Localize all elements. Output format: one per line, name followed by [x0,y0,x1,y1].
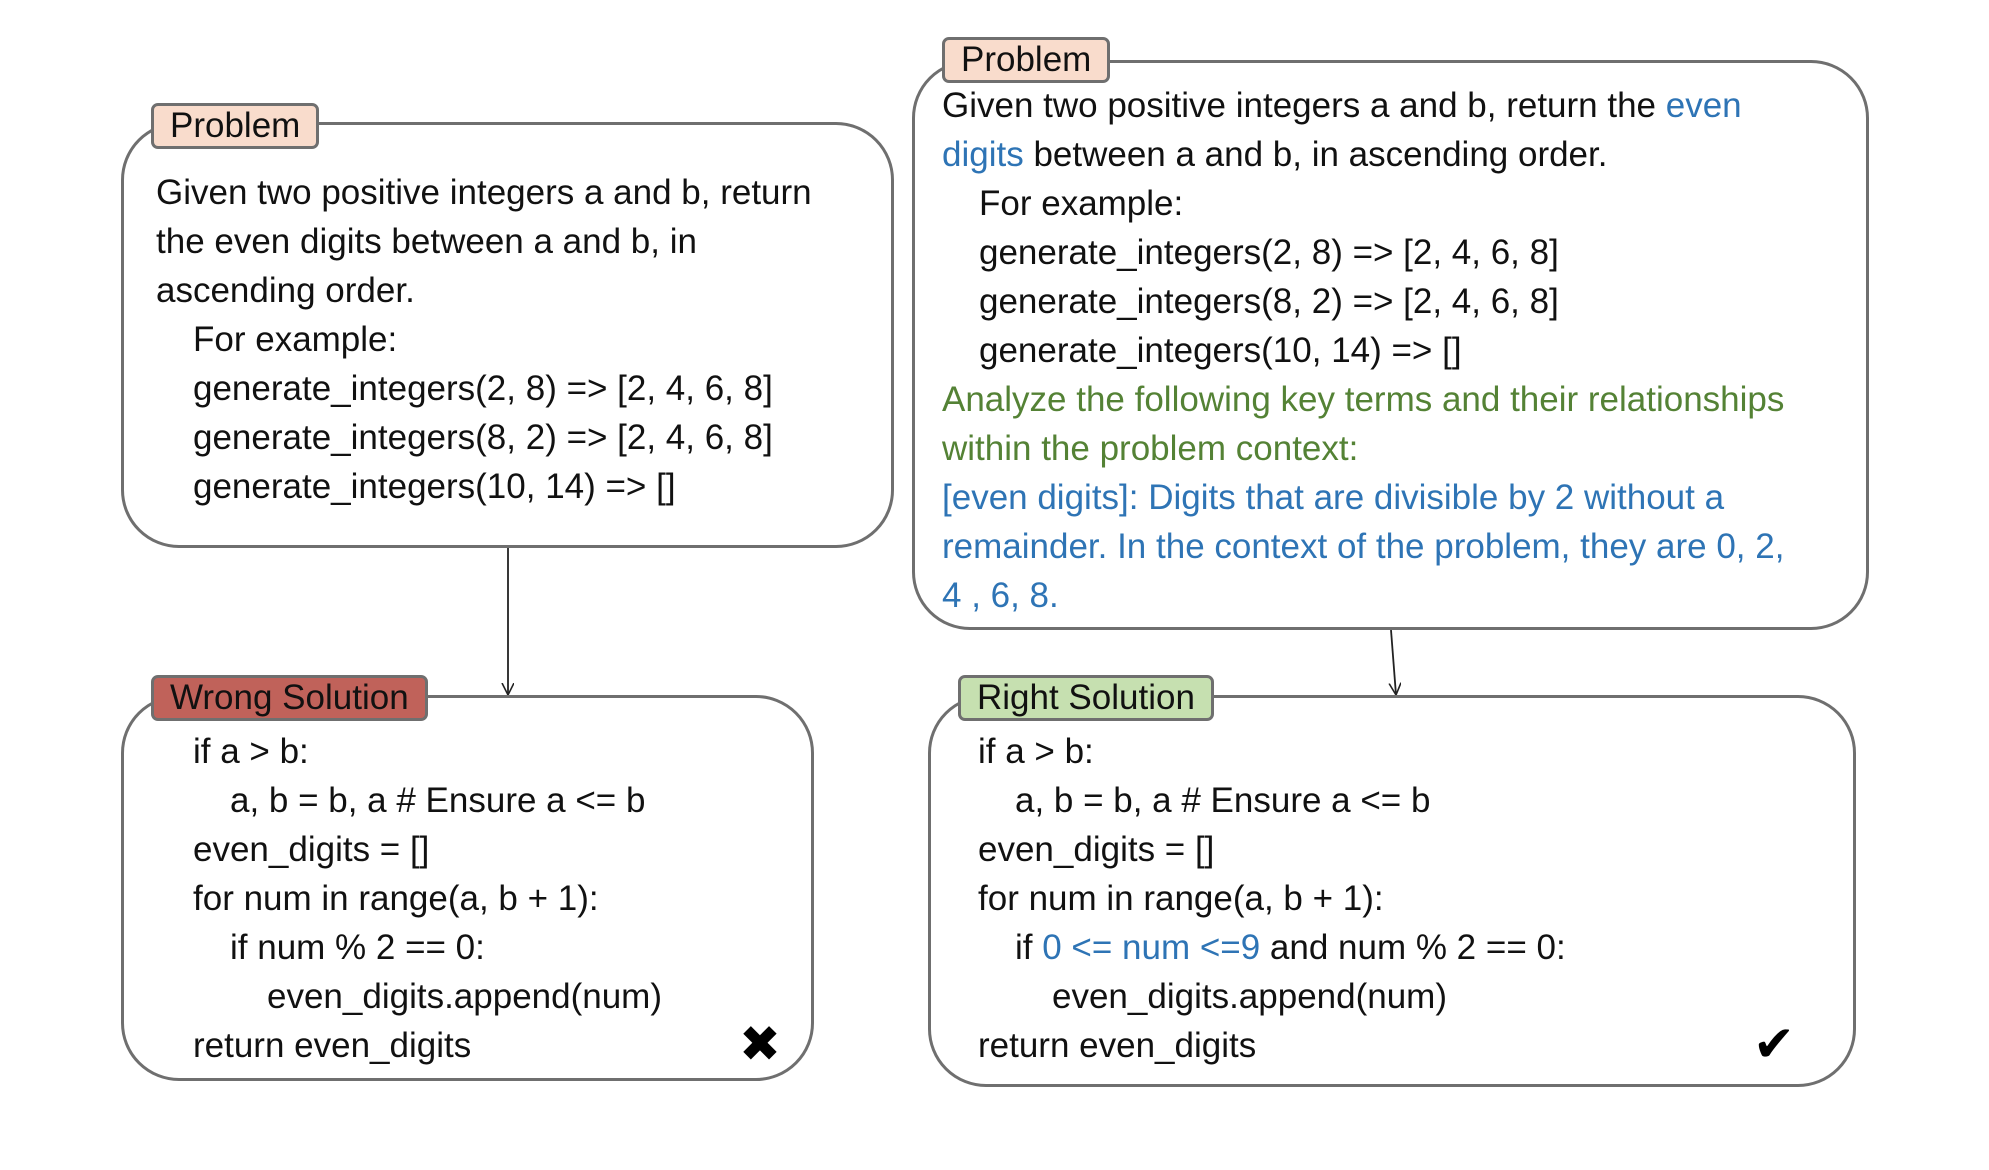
definition-line: remainder. In the context of the problem, they are 0, 2, [942,527,1785,566]
code-text: and num % 2 == 0: [1260,928,1566,967]
wrong-solution-tag: Wrong Solution [151,675,428,721]
problem-line: the even digits between a and b, in [156,222,697,261]
code-line: a, b = b, a # Ensure a <= b [230,781,646,820]
left-problem-text [156,168,812,511]
problem-line [942,81,1784,130]
example-line: generate_integers(2, 8) => [2, 4, 6, 8] [979,233,1559,272]
code-line: even_digits.append(num) [267,977,662,1016]
example-line: generate_integers(10, 14) => [] [979,331,1462,370]
code-line: even_digits.append(num) [1052,977,1447,1016]
right-solution-code [941,727,1566,1070]
definition-line: [even digits]: Digits that are divisible by 2 without a [942,478,1725,517]
wrong-solution-code [156,727,662,1070]
definition-line: 4 , 6, 8. [942,576,1059,615]
right-solution-tag: Right Solution [958,675,1214,721]
left-problem-tag: Problem [151,103,319,149]
right-problem-text [942,81,1784,620]
range-check-highlight: 0 <= num <=9 [1042,928,1261,967]
code-line [941,923,1566,972]
example-line: generate_integers(8, 2) => [2, 4, 6, 8] [193,418,773,457]
right-problem-tag: Problem [942,37,1110,83]
code-line: if a > b: [978,732,1094,771]
example-header: For example: [979,184,1184,223]
example-line: generate_integers(2, 8) => [2, 4, 6, 8] [193,369,773,408]
example-header: For example: [193,320,398,359]
code-line: for num in range(a, b + 1): [978,879,1384,918]
check-mark-icon: ✔ [1753,1016,1795,1072]
highlight-even: even [1665,86,1742,125]
problem-line: ascending order. [156,271,415,310]
code-text: if [1015,928,1043,967]
problem-line: Given two positive integers a and b, return [156,173,812,212]
highlight-digits: digits [942,135,1024,174]
problem-line [942,130,1784,179]
problem-text: between a and b, in ascending order. [1023,135,1608,174]
example-line: generate_integers(10, 14) => [] [193,467,676,506]
code-line: if num % 2 == 0: [230,928,485,967]
code-line: if a > b: [193,732,309,771]
code-line: even_digits = [] [978,830,1215,869]
problem-text: Given two positive integers a and b, return the [942,86,1666,125]
right-arrow [1391,630,1396,695]
code-line: return even_digits [978,1026,1257,1065]
analysis-line: Analyze the following key terms and their relationships [942,380,1785,419]
code-line: return even_digits [193,1026,472,1065]
cross-mark-icon: ✖ [739,1016,781,1072]
analysis-line: within the problem context: [942,429,1359,468]
code-line: for num in range(a, b + 1): [193,879,599,918]
code-line: a, b = b, a # Ensure a <= b [1015,781,1431,820]
code-line: even_digits = [] [193,830,430,869]
example-line: generate_integers(8, 2) => [2, 4, 6, 8] [979,282,1559,321]
